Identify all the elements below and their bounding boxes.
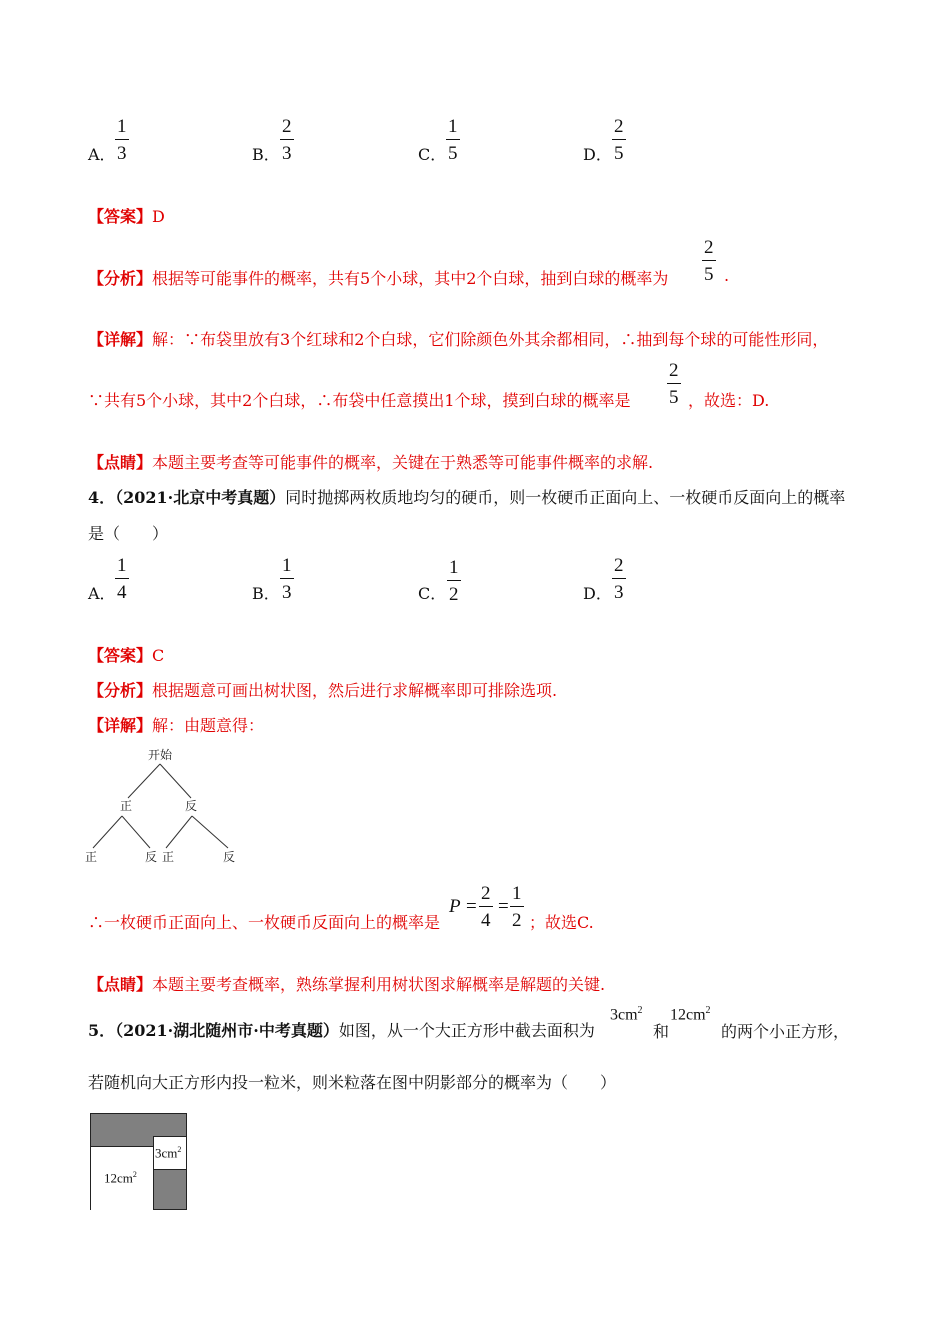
large-square-exponent: 2	[132, 1170, 137, 1179]
tree-l2-node: 正	[162, 850, 175, 864]
small-square-value: 3cm	[155, 1145, 178, 1161]
tree-edge	[192, 816, 228, 848]
tree-l1-node: 正	[120, 799, 133, 813]
q3-answer	[88, 204, 165, 227]
denominator: 3	[614, 582, 624, 603]
q3-option-a-letter: A．	[88, 145, 116, 164]
numerator: 1	[449, 557, 459, 578]
numerator: 2	[614, 555, 624, 576]
denominator: 3	[282, 582, 292, 603]
denominator: 5	[704, 264, 714, 285]
numerator: 1	[117, 555, 127, 576]
q4-option-c-letter: C．	[418, 584, 447, 603]
area2-exponent: 2	[705, 1005, 711, 1016]
q5-source: （2021·湖北随州市·中考真题）	[115, 1021, 339, 1040]
formula-fraction-1	[479, 884, 493, 930]
q3-comment	[88, 450, 653, 473]
q3-option-a-fraction	[115, 117, 129, 163]
numerator: 1	[117, 116, 127, 137]
q4-analysis	[88, 678, 557, 701]
denominator: 5	[614, 143, 624, 164]
analysis-tag: 【分析】	[88, 269, 153, 288]
denominator: 4	[481, 910, 491, 931]
q4-option-d-letter: D．	[583, 584, 612, 603]
small-square-exponent: 2	[177, 1145, 182, 1154]
answer-value: C	[152, 646, 165, 665]
q5-area1	[610, 1005, 643, 1024]
q3-analysis-fraction	[702, 238, 716, 284]
detail-tag: 【详解】	[88, 330, 153, 349]
q4-answer	[88, 643, 164, 666]
q5-number: 5．	[88, 1021, 116, 1040]
q5-stem-line1	[88, 1018, 595, 1041]
detail-text: 解：由题意得：	[152, 716, 265, 735]
area1-value: 3cm	[610, 1006, 638, 1024]
tree-l1-node: 反	[185, 799, 198, 813]
answer-value: D	[152, 207, 165, 226]
q5-figure	[90, 1113, 187, 1210]
q5-and: 和	[653, 1022, 670, 1041]
comment-tag: 【点睛】	[88, 453, 153, 472]
figure-small-square	[153, 1136, 187, 1170]
denominator: 2	[449, 584, 459, 605]
answer-tag: 【答案】	[88, 207, 153, 226]
q4-stem-line2: 是（ ）	[88, 524, 169, 543]
q4-comment	[88, 972, 605, 995]
area2-value: 12cm	[670, 1006, 706, 1024]
q4-source: （2021·北京中考真题）	[115, 488, 286, 507]
q5-stem-line2: 若随机向大正方形内投一粒米，则米粒落在图中阴影部分的概率为（ ）	[88, 1073, 617, 1092]
q3-option-d-fraction	[612, 117, 626, 163]
q4-option-b-letter: B．	[252, 584, 280, 603]
tree-edge	[166, 816, 192, 848]
tree-diagram	[80, 742, 250, 870]
q4-detail	[88, 713, 264, 736]
tree-edge	[93, 816, 122, 848]
q3-analysis-end: .	[724, 266, 730, 285]
numerator: 1	[282, 555, 292, 576]
q3-option-b-fraction	[280, 117, 294, 163]
q4-option-a-fraction	[115, 556, 129, 602]
numerator: 1	[448, 116, 458, 137]
formula-fraction-2	[510, 884, 524, 930]
q4-option-a-letter: A．	[88, 584, 116, 603]
q3-detail-fraction	[667, 361, 681, 407]
q3-option-c-fraction	[446, 117, 460, 163]
q5-area2	[670, 1005, 711, 1024]
q3-detail-line1	[88, 327, 828, 350]
numerator: 2	[669, 360, 679, 381]
numerator: 1	[512, 883, 522, 904]
comment-text: 本题主要考查等可能事件的概率，关键在于熟悉等可能事件概率的求解.	[152, 453, 654, 472]
q3-option-d-letter: D．	[583, 145, 612, 164]
q4-option-b-fraction	[280, 556, 294, 602]
numerator: 2	[282, 116, 292, 137]
q4-number: 4．	[88, 488, 116, 507]
denominator: 3	[117, 143, 127, 164]
detail-tag: 【详解】	[88, 716, 153, 735]
large-square-label	[104, 1170, 137, 1186]
analysis-tag: 【分析】	[88, 681, 153, 700]
q3-detail-line2a: ∵共有5个小球，其中2个白球，∴布袋中任意摸出1个球，摸到白球的概率是	[88, 391, 631, 410]
tree-l2-node: 反	[145, 850, 158, 864]
numerator: 2	[704, 237, 714, 258]
tree-edge	[122, 816, 150, 848]
q5-stem-text: 如图，从一个大正方形中截去面积为	[338, 1021, 595, 1040]
formula-eq: =	[466, 896, 477, 917]
denominator: 5	[669, 387, 679, 408]
q5-stem-end: 的两个小正方形，	[721, 1022, 850, 1041]
tree-edge	[128, 764, 160, 798]
q3-analysis	[88, 266, 668, 289]
q4-conclusion-b: ；故选C.	[529, 913, 594, 932]
formula-p: P	[449, 896, 461, 917]
comment-tag: 【点睛】	[88, 975, 153, 994]
analysis-text: 根据等可能事件的概率，共有5个小球，其中2个白球，抽到白球的概率为	[152, 269, 669, 288]
denominator: 2	[512, 910, 522, 931]
numerator: 2	[614, 116, 624, 137]
q4-stem-text: 同时抛掷两枚质地均匀的硬币，则一枚硬币正面向上、一枚硬币反面向上的概率	[285, 488, 846, 507]
tree-l2-node: 正	[85, 850, 98, 864]
detail-text: 解：∵布袋里放有3个红球和2个白球，它们除颜色外其余都相同，∴抽到每个球的可能性形同，	[152, 330, 829, 349]
q4-conclusion-a: ∴一枚硬币正面向上、一枚硬币反面向上的概率是	[88, 913, 441, 932]
tree-root: 开始	[148, 748, 173, 762]
q3-option-b-letter: B．	[252, 145, 280, 164]
q4-option-d-fraction	[612, 556, 626, 602]
area1-exponent: 2	[637, 1005, 643, 1016]
q4-option-c-fraction	[447, 558, 461, 604]
numerator: 2	[481, 883, 491, 904]
comment-text: 本题主要考查概率，熟练掌握利用树状图求解概率是解题的关键.	[152, 975, 606, 994]
answer-tag: 【答案】	[88, 646, 153, 665]
q3-option-c-letter: C．	[418, 145, 447, 164]
q3-detail-line2b: ，故选：D.	[688, 391, 770, 410]
figure-large-square	[91, 1146, 154, 1210]
tree-l2-node: 反	[223, 850, 236, 864]
small-square-label	[155, 1145, 181, 1161]
large-square-value: 12cm	[104, 1170, 133, 1186]
tree-edge	[160, 764, 191, 798]
formula-eq: =	[498, 896, 509, 917]
analysis-text: 根据题意可画出树状图，然后进行求解概率即可排除选项.	[152, 681, 558, 700]
denominator: 5	[448, 143, 458, 164]
denominator: 4	[117, 582, 127, 603]
denominator: 3	[282, 143, 292, 164]
q4-stem-line1	[88, 485, 845, 508]
